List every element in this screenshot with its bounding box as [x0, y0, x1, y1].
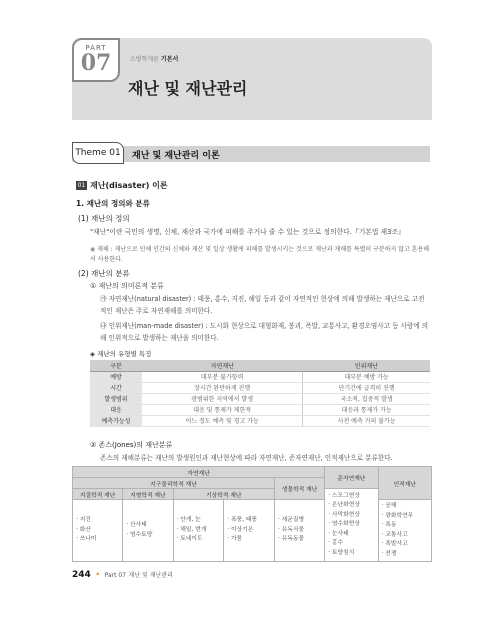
table-cell: 어느 정도 예측 및 경고 가능 — [142, 415, 303, 426]
row-header: 예방 — [90, 371, 142, 382]
list-item: · 눈사태 — [328, 530, 349, 537]
natural-disaster-item: ㉮ 자연재난(natural disaster) : 태풍, 홍수, 지진, 해일 등과 같이 자연적인 현상에 의해 발생하는 재난으로 고전적인 재난은 주로 자연재해를 의미한다. — [100, 295, 425, 315]
list-item: · 폭동 — [381, 522, 397, 528]
table-cell: 광범위한 지역에서 발생 — [142, 393, 303, 404]
row-header: 시간 — [90, 382, 142, 393]
table-row — [90, 415, 430, 426]
list-item: · 유독동물 — [277, 536, 305, 543]
series-bold: 기본서 — [160, 56, 179, 63]
list-item: · 스모그현상 — [328, 492, 360, 499]
table-cell: 대부분 예방 가능 — [303, 371, 430, 382]
jones-text: 존스의 재해분류는 재난의 발생원인과 재난현상에 따라 자연재난, 준자연재난, 인적재난으로 분류한다. — [100, 454, 393, 462]
bio-cell — [274, 500, 324, 562]
table-row — [90, 371, 430, 382]
row-header: 대응 — [90, 404, 142, 415]
table-cell: 사전 예측 거의 불가능 — [303, 415, 430, 426]
table-cell: 장시간 완만하게 진행 — [142, 382, 303, 393]
part-badge — [72, 38, 120, 82]
list-item: · 염수화현상 — [328, 521, 360, 528]
jones-header-natural: 자연재난 — [73, 467, 325, 478]
jones-header-topo: 지형학적 재난 — [123, 489, 173, 500]
theme-title: 재난 및 재난관리 이론 — [132, 151, 220, 161]
list-item: · 폭풍, 태풍 — [227, 517, 258, 524]
caption-icon: ◈ — [90, 350, 98, 358]
list-item: · 토양침식 — [328, 549, 355, 556]
type-table-caption — [90, 349, 151, 358]
part-number: 07 — [80, 50, 112, 76]
quasi-cell — [325, 489, 378, 562]
caption-text: 재난의 유형별 특징 — [97, 350, 152, 358]
type-table-header: 구분 — [90, 360, 142, 371]
table-cell: 대부분 불가항력 — [142, 371, 303, 382]
list-item: · 사막화현상 — [328, 511, 360, 518]
subsection-heading: 1. 재난의 정의와 분류 — [76, 199, 150, 208]
list-item: · 공해 — [381, 503, 397, 509]
meteo-cell-a — [173, 500, 224, 562]
list-item: · 쓰나미 — [76, 536, 97, 543]
note-icon: ◉ — [90, 246, 98, 253]
footer-part: Part 07 — [104, 572, 126, 579]
series-name: 소방학개론 — [130, 56, 159, 63]
jones-header-meteo: 기상학적 재난 — [173, 489, 274, 500]
type-table-header: 인위재난 — [303, 360, 430, 371]
geo-cell — [73, 500, 123, 562]
list-item: · 온난화현상 — [328, 502, 360, 509]
section-badge: 01 — [77, 182, 86, 189]
jones-heading: ② 존스(Jones)의 재난분류 — [90, 441, 173, 449]
table-row — [90, 382, 430, 393]
classification-heading: (2) 재난의 분류 — [78, 269, 130, 278]
list-item: · 이상기온 — [227, 526, 254, 533]
topo-cell — [123, 500, 173, 562]
table-row — [90, 404, 430, 415]
page-number: 244 — [72, 570, 91, 580]
human-cell — [378, 500, 431, 562]
table-cell: 대응 및 통제가 제한적 — [142, 404, 303, 415]
meteo-cell-b — [224, 500, 275, 562]
theme-label: Theme 01 — [72, 142, 124, 164]
definition-heading: (1) 재난의 정의 — [78, 214, 130, 223]
table-cell: 단기간에 급격히 진행 — [303, 382, 430, 393]
jones-header-geo: 지질학적 재난 — [73, 489, 123, 500]
type-table — [90, 360, 430, 427]
list-item: · 광화학연무 — [381, 512, 414, 519]
footer-dot-icon: • — [95, 570, 101, 579]
list-item: · 전쟁 — [381, 550, 397, 557]
row-header: 발생범위 — [90, 393, 142, 404]
list-item: · 가뭄 — [227, 536, 243, 543]
note-text: 재해 : 재난으로 인해 인간의 신체와 재산 및 일상 생활에 피해를 발생시키는 것으로 재난과 재해를 특별히 구분하지 않고 혼용해서 사용한다. — [90, 246, 430, 263]
type-table-header: 자연재난 — [142, 360, 303, 371]
row-header: 예측가능성 — [90, 415, 142, 426]
list-item: · 해일, 번개 — [176, 526, 207, 533]
meaning-heading: ① 재난의 의미론적 분류 — [90, 282, 164, 290]
list-item: · 안개, 눈 — [176, 517, 201, 524]
jones-header-quasi: 준자연재난 — [325, 467, 378, 489]
table-cell: 국소적, 집중적 발생 — [303, 393, 430, 404]
jones-header-human: 인적재난 — [378, 467, 431, 500]
list-item: · 유독식물 — [277, 526, 305, 533]
page-footer — [72, 570, 173, 580]
list-item: · 화산 — [76, 526, 91, 533]
jones-header-bio: 생물학적 재난 — [274, 478, 324, 500]
chapter-header-band — [72, 38, 432, 120]
list-item: · 염수토양 — [126, 531, 153, 538]
list-item: · 홍수 — [328, 540, 344, 547]
theme-bar — [72, 146, 430, 162]
chapter-title: 재난 및 재난관리 — [128, 79, 248, 98]
section-heading: 재난(disaster) 이론 — [90, 181, 168, 190]
note-box — [90, 245, 430, 265]
footer-chapter: 재난 및 재난관리 — [128, 572, 173, 579]
part-label: PART — [85, 44, 107, 52]
list-item: · 지진 — [76, 517, 91, 524]
table-cell: 대응과 통제가 가능 — [303, 404, 430, 415]
definition-text: "재난"이란 국민의 생명, 신체, 재산과 국가에 피해를 주거나 줄 수 있는 것으로 정의한다.『기본법 제3조』 — [90, 228, 405, 236]
table-row — [90, 393, 430, 404]
series-label — [130, 54, 178, 63]
list-item: · 교통사고 — [381, 531, 408, 538]
jones-header-earth: 지구물리학적 재난 — [73, 478, 275, 489]
list-item: · 폭발사고 — [381, 541, 408, 547]
jones-table — [72, 466, 432, 562]
list-item: · 세균질병 — [277, 517, 305, 524]
list-item: · 산사태 — [126, 522, 147, 528]
manmade-disaster-item: ㉯ 인위재난(man-made disaster) : 도시화 현상으로 대형화재, 붕괴, 폭발, 교통사고, 환경오염사고 등 사람에 의해 인위적으로 발생하는 재난을 의미한다. — [100, 322, 429, 342]
list-item: · 토네이도 — [176, 536, 203, 543]
